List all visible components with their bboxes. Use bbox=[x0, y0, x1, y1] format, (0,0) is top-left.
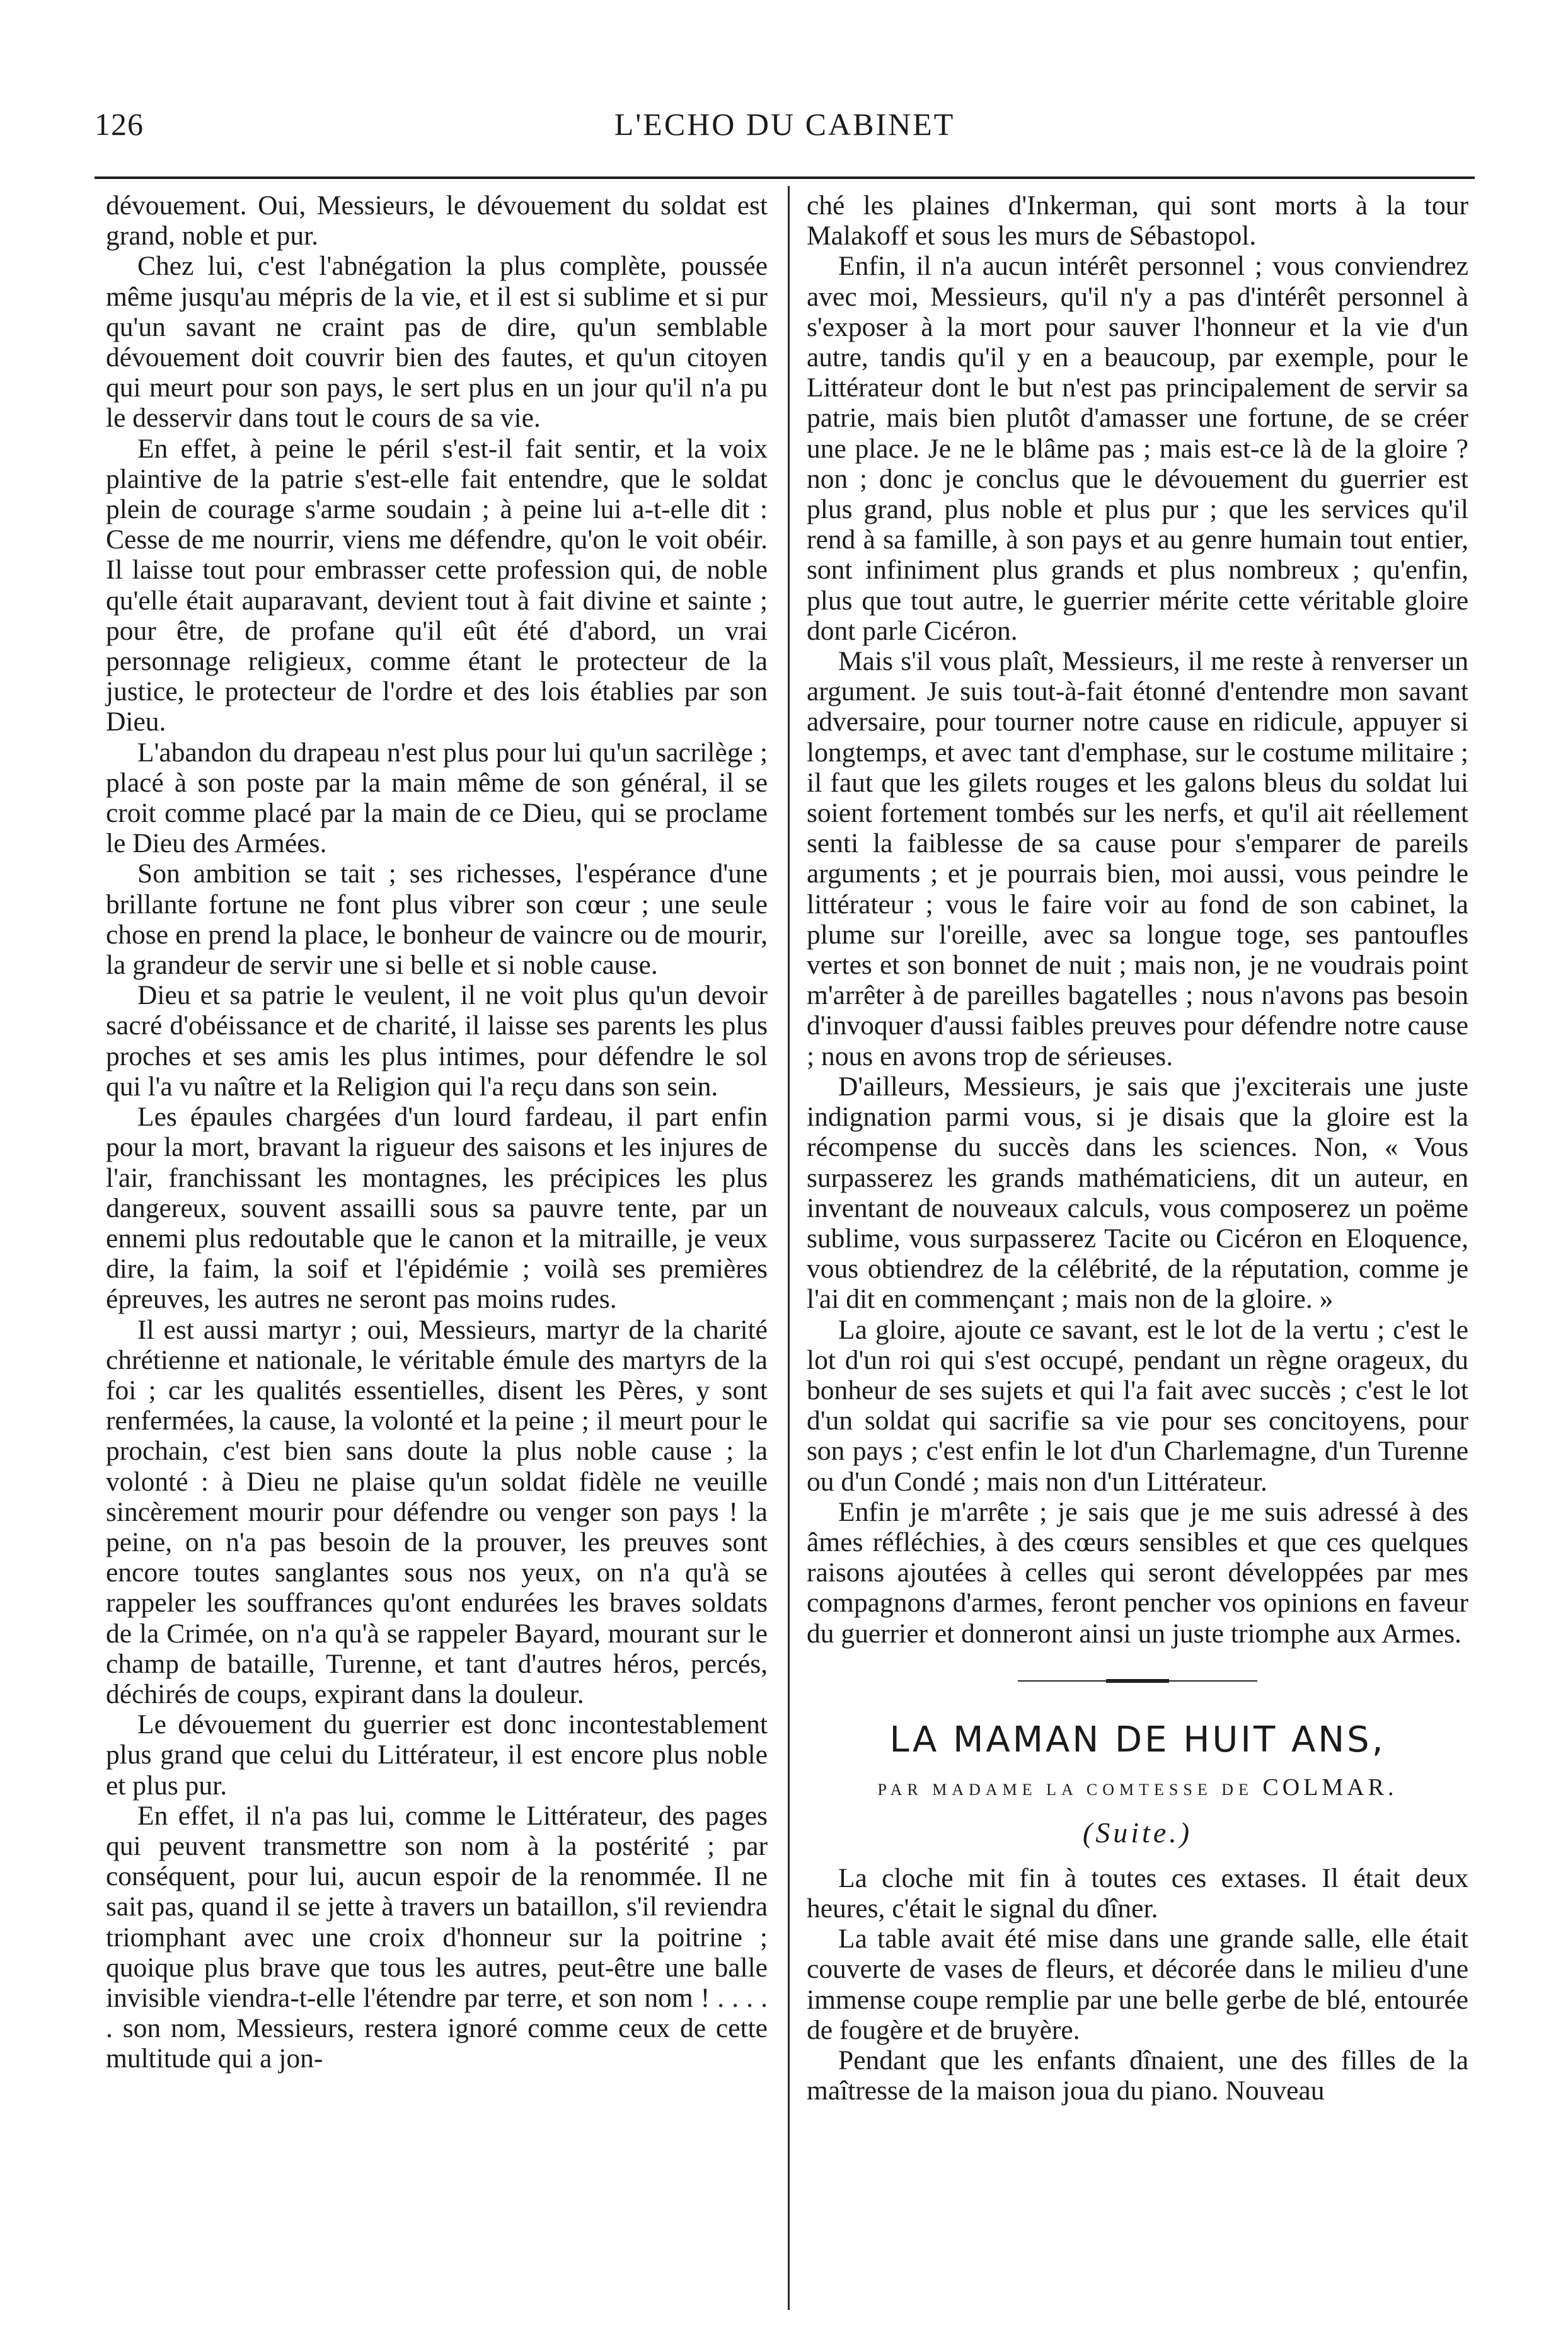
ornament-rule-icon bbox=[1018, 1679, 1257, 1683]
paragraph: dévouement. Oui, Messieurs, le dévouement du soldat est grand, noble et pur. bbox=[106, 190, 768, 251]
paragraph: Pendant que les enfants dînaient, une des filles de la maîtresse de la maison joua du piano. Nouveau bbox=[807, 2045, 1468, 2106]
paragraph: D'ailleurs, Messieurs, je sais que j'exciterais une juste indignation parmi vous, si je disais que la gloire est la récompense du succès dans les sciences. Non, « Vous surpasserez les grands mathématiciens, dit un auteur, en inventant de nouveaux calculs, vous composerez un poëme sublime, vous surpasserez Tacite ou Cicéron en Eloquence, vous obtiendrez de la célébrité, de la réputation, comme je l'ai dit en commençant ; mais non de la gloire. » bbox=[807, 1071, 1468, 1315]
header-rule bbox=[95, 176, 1475, 179]
paragraph: La gloire, ajoute ce savant, est le lot de la vertu ; c'est le lot d'un roi qui s'est occupé, pendant un règne orageux, du bonheur de ses sujets et qui l'a fait avec succès ; c'est le lot d'un soldat qui sacrifie sa vie pour ses concitoyens, pour son pays ; c'est enfin le lot d'un Charlemagne, d'un Turenne ou d'un Condé ; mais non d'un Littérateur. bbox=[807, 1314, 1468, 1497]
paragraph: Dieu et sa patrie le veulent, il ne voit plus qu'un devoir sacré d'obéissance et de charité, il laisse ses parents les plus proches et ses amis les plus intimes, pour défendre le sol qui l'a vu naître et la Religion qui l'a reçu dans son sein. bbox=[106, 980, 768, 1102]
page-number: 126 bbox=[95, 107, 144, 142]
byline-prefix: PAR MADAME LA COMTESSE DE bbox=[877, 1780, 1254, 1799]
article-title: LA MAMAN DE HUIT ANS, bbox=[889, 1719, 1386, 1760]
right-column bbox=[807, 190, 1468, 2106]
column-divider bbox=[788, 186, 790, 2310]
journal-title: L'ECHO DU CABINET bbox=[614, 107, 955, 142]
running-head bbox=[95, 106, 1475, 163]
left-column bbox=[106, 190, 768, 2074]
paragraph: La table avait été mise dans une grande salle, elle était couverte de vases de fleurs, et décorée dans le milieu d'une immense coupe remplie par une belle gerbe de blé, entourée de fougère et de bruyère. bbox=[807, 1924, 1468, 2045]
paragraph: En effet, il n'a pas lui, comme le Littérateur, des pages qui peuvent transmettre son nom à la postérité ; par conséquent, pour lui, aucun espoir de la renommée. Il ne sait pas, quand il se jette à travers un bataillon, s'il reviendra triomphant avec une croix d'honneur sur la poitrine ; quoique plus brave que tous les autres, peut-être une balle invisible viendra-t-elle l'étendre par terre, et son nom ! . . . . . son nom, Messieurs, restera ignoré comme ceux de cette multitude qui a jon- bbox=[106, 1800, 768, 2074]
paragraph: ché les plaines d'Inkerman, qui sont morts à la tour Malakoff et sous les murs de Sébastopol. bbox=[807, 190, 1468, 251]
article-byline bbox=[807, 1772, 1468, 1805]
paragraph: Les épaules chargées d'un lourd fardeau, il part enfin pour la mort, bravant la rigueur des saisons et les injures de l'air, franchissant les montagnes, les précipices les plus dangereux, souvent assailli sous sa pauvre tente, par un ennemi plus redoutable que le canon et la mitraille, je veux dire, la faim, la soif et l'épidémie ; voilà ses premières épreuves, les autres ne seront pas moins rudes. bbox=[106, 1102, 768, 1315]
paragraph: Enfin, il n'a aucun intérêt personnel ; vous conviendrez avec moi, Messieurs, qu'il n'y a pas d'intérêt personnel à s'exposer à la mort pour sauver l'honneur et la vie d'un autre, tandis qu'il y en a beaucoup, par exemple, pour le Littérateur dont le but n'est pas principalement de servir sa patrie, mais bien plutôt d'amasser une fortune, de se créer une place. Je ne le blâme pas ; mais est-ce là de la gloire ? non ; donc je conclus que le dévouement du guerrier est plus grand, plus noble et plus pur ; que les services qu'il rend à sa famille, à son pays et au genre humain tout entier, sont infiniment plus grands et plus nombreux ; qu'enfin, plus que tout autre, le guerrier mérite cette véritable gloire dont parle Cicéron. bbox=[807, 251, 1468, 646]
byline-author: COLMAR. bbox=[1262, 1774, 1398, 1801]
paragraph: Le dévouement du guerrier est donc incontestablement plus grand que celui du Littérateur, il est encore plus noble et plus pur. bbox=[106, 1709, 768, 1801]
section-divider bbox=[807, 1661, 1468, 1699]
continuation-label: (Suite.) bbox=[1082, 1816, 1193, 1849]
paragraph: L'abandon du drapeau n'est plus pour lui qu'un sacrilège ; placé à son poste par la main même de son général, il se croit comme placé par la main de ce Dieu, qui se proclame le Dieu des Armées. bbox=[106, 737, 768, 859]
paragraph: Il est aussi martyr ; oui, Messieurs, martyr de la charité chrétienne et nationale, le véritable émule des martyrs de la foi ; car les qualités essentielles, disent les Pères, y sont renfermées, la cause, la volonté et la peine ; il meurt pour le prochain, c'est bien sans doute la plus noble cause ; la volonté : à Dieu ne plaise qu'un soldat fidèle ne veuille sincèrement mourir pour défendre ou venger son pays ! la peine, on n'a pas besoin de la prouver, les preuves sont encore toutes sanglantes sous nos yeux, on n'a qu'à se rappeler les souffrances qu'ont endurées les braves soldats de la Crimée, on n'a qu'à se rappeler Bayard, mourant sur le champ de bataille, Turenne, et tant d'autres héros, percés, déchirés de coups, expirant dans la douleur. bbox=[106, 1314, 768, 1709]
paragraph: En effet, à peine le péril s'est-il fait sentir, et la voix plaintive de la patrie s'est-elle fait entendre, que le soldat plein de courage s'arme soudain ; à peine lui a-t-elle dit : Cesse de me nourrir, viens me défendre, qu'on le voit obéir. Il laisse tout pour embrasser cette profession qui, de noble qu'elle était auparavant, devient tout à fait divine et sainte ; pour être, de profane qu'il eût été d'abord, un vrai personnage religieux, comme étant le protecteur de la justice, le protecteur de l'ordre et des lois établies par son Dieu. bbox=[106, 433, 768, 737]
paragraph: La cloche mit fin à toutes ces extases. Il était deux heures, c'était le signal du dîner. bbox=[807, 1862, 1468, 1924]
paragraph: Mais s'il vous plaît, Messieurs, il me reste à renverser un argument. Je suis tout-à-fait étonné d'entendre mon savant adversaire, pour tourner notre cause en ridicule, appuyer si longtemps, et avec tant d'emphase, sur le costume militaire ; il faut que les gilets rouges et les galons bleus du soldat lui soient fortement tombés sur les nerfs, et qu'il ait réellement senti la faiblesse de sa cause pour s'emparer de pareils arguments ; et je pourrais bien, moi aussi, vous peindre le littérateur ; vous le faire voir au fond de son cabinet, la plume sur l'oreille, avec sa longue toge, ses pantoufles vertes et son bonnet de nuit ; mais non, je ne voudrais point m'arrêter à de pareilles bagatelles ; nous n'avons pas besoin d'invoquer d'aussi faibles preuves pour défendre notre cause ; nous en avons trop de sérieuses. bbox=[807, 646, 1468, 1071]
paragraph: Son ambition se tait ; ses richesses, l'espérance d'une brillante fortune ne font plus vibrer son cœur ; une seule chose en prend la place, le bonheur de vaincre ou de mourir, la grandeur de servir une si belle et si noble cause. bbox=[106, 858, 768, 981]
paragraph: Enfin je m'arrête ; je sais que je me suis adressé à des âmes réfléchies, à des cœurs sensibles et que ces quelques raisons ajoutées à celles qui seront développées par mes compagnons d'armes, feront pencher vos opinions en faveur du guerrier et donneront ainsi un juste triomphe aux Armes. bbox=[807, 1496, 1468, 1649]
paragraph: Chez lui, c'est l'abnégation la plus complète, poussée même jusqu'au mépris de la vie, et il est si sublime et si pur qu'un savant ne craint pas de dire, qu'un semblable dévouement doit couvrir bien des fautes, et qu'un citoyen qui meurt pour son pays, le sert plus en un jour qu'il n'a pu le desservir dans tout le cours de sa vie. bbox=[106, 251, 768, 434]
